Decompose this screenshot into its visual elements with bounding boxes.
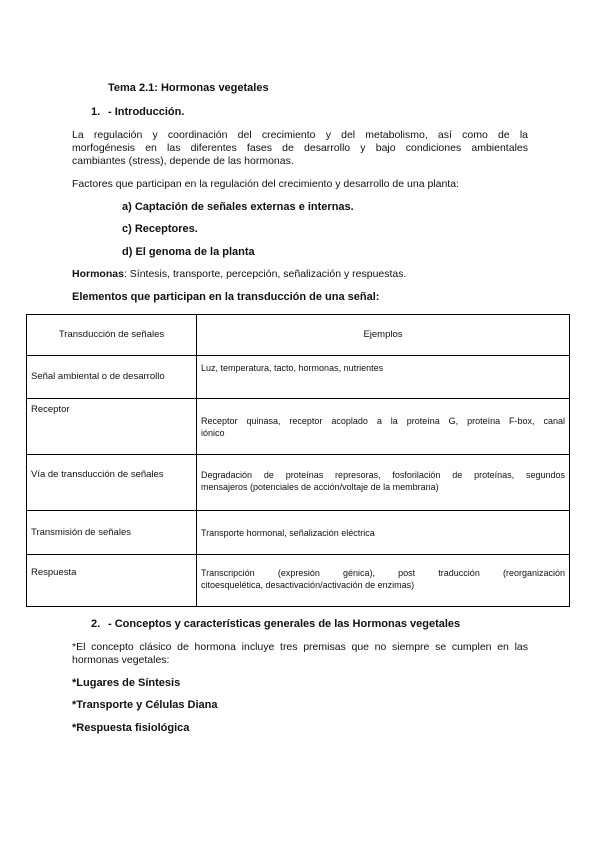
factor-a: a) Captación de señales externas e internas. (122, 201, 354, 213)
section-2-title: - Conceptos y características generales de las Hormonas vegetales (108, 618, 461, 630)
row-example-line: mensajeros (potenciales de acción/voltaje de la membrana) (201, 482, 439, 492)
table-cell (197, 555, 570, 607)
concept-line-1: *El concepto clásico de hormona incluye tres premisas que no siempre se cumplen en las (72, 641, 528, 653)
table-cell (27, 455, 197, 511)
header-col-transduction: Transducción de señales (58, 329, 165, 340)
header-col-examples: Ejemplos (363, 329, 403, 340)
row-label: Transmisión de señales (31, 526, 131, 538)
table-row (27, 356, 570, 399)
factors-intro: Factores que participan en la regulación del crecimiento y desarrollo de una planta: (72, 178, 459, 190)
table-cell (27, 555, 197, 607)
row-example-line: Transporte hormonal, señalización eléctrica (201, 527, 375, 538)
intro-line-2: morfogénesis en las diferentes fases de desarrollo y bajo condiciones ambientales (72, 142, 528, 154)
table-header-row (27, 315, 570, 356)
hormonas-line (72, 268, 406, 281)
row-label: Receptor (31, 404, 70, 415)
intro-line-1: La regulación y coordinación del crecimiento y del metabolismo, así como de la (72, 129, 528, 141)
row-example-line: Luz, temperatura, tacto, hormonas, nutrientes (201, 363, 384, 373)
table-row (27, 555, 570, 607)
concept-line-2: hormonas vegetales: (72, 654, 170, 666)
transduction-table (26, 314, 570, 607)
table-row (27, 511, 570, 555)
page-title: Tema 2.1: Hormonas vegetales (108, 82, 269, 94)
row-example-line: Degradación de proteínas represoras, fosforilación de proteínas, segundos (201, 470, 565, 480)
table-cell (197, 399, 570, 455)
section-1-number: 1. (91, 106, 101, 118)
hormonas-text: : Síntesis, transporte, percepción, señalización y respuestas. (123, 268, 407, 280)
table-cell (197, 455, 570, 511)
table-row (27, 399, 570, 455)
elements-heading: Elementos que participan en la transducción de una señal: (72, 291, 380, 303)
table-cell (197, 511, 570, 555)
premise-response: *Respuesta fisiológica (72, 722, 190, 734)
row-example-line: iónico (201, 428, 225, 438)
table-cell (27, 356, 197, 399)
table-cell (197, 356, 570, 399)
table-header-cell (27, 315, 197, 356)
hormonas-label: Hormonas (72, 268, 124, 280)
row-label: Señal ambiental o de desarrollo (31, 371, 165, 382)
row-example-line: Transcripción (expresión génica), post traducción (reorganización (201, 568, 565, 578)
table-header-cell (197, 315, 570, 356)
section-2-number: 2. (91, 618, 101, 630)
premise-synthesis: *Lugares de Síntesis (72, 677, 181, 689)
table-cell (27, 399, 197, 455)
row-label: Respuesta (31, 567, 77, 578)
factor-d: d) El genoma de la planta (122, 246, 255, 258)
table-cell (27, 511, 197, 555)
intro-line-3: cambiantes (stress), depende de las hormonas. (72, 155, 294, 167)
row-label: Vía de transducción de señales (31, 469, 164, 480)
row-example-line: Receptor quinasa, receptor acoplado a la proteína G, proteína F-box, canal (201, 416, 565, 426)
table-row (27, 455, 570, 511)
section-1-title: - Introducción. (108, 106, 185, 118)
factor-c: c) Receptores. (122, 223, 198, 235)
row-example-line: citoesquelética, desactivación/activación de enzimas) (201, 580, 415, 590)
premise-transport: *Transporte y Células Diana (72, 699, 218, 711)
